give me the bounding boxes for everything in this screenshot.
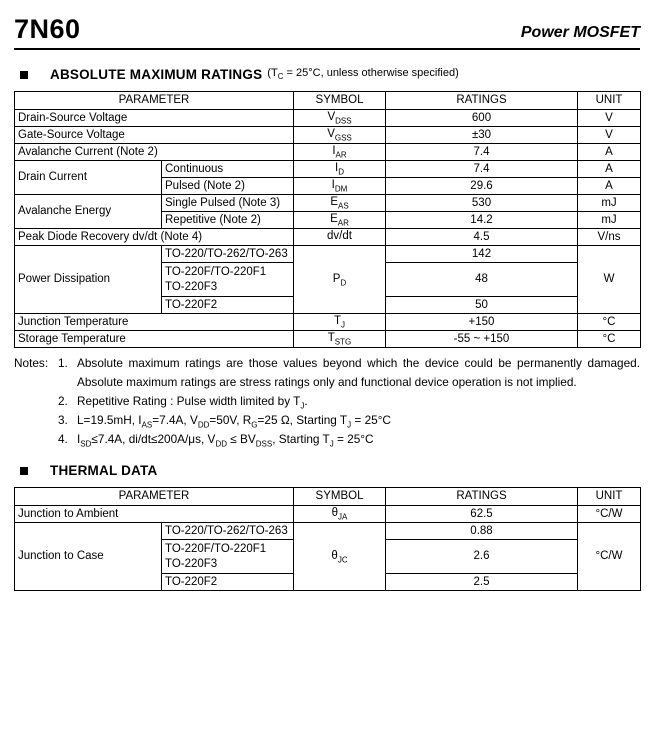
page-header <box>14 16 640 50</box>
symbol-cell: $V_{GSS}$ <box>294 127 386 144</box>
param-cell: Junction to Case <box>15 523 162 591</box>
condition-cell: TO-220F2 <box>162 574 294 591</box>
square-bullet-icon <box>20 71 28 79</box>
rating-cell: 530 <box>386 195 578 212</box>
rating-cell: 2.5 <box>386 574 578 591</box>
note-1-continued: Absolute maximum ratings are stress ratings only and functional device operation is not implied. <box>77 375 577 389</box>
rating-cell: 62.5 <box>386 506 578 523</box>
symbol-cell: $E_{AR}$ <box>294 212 386 229</box>
part-number: 7N60 <box>14 14 81 44</box>
symbol-cell: $\theta_{JA}$ <box>294 506 386 523</box>
unit-cell: °C/W <box>578 506 641 523</box>
symbol-cell: $V_{DSS}$ <box>294 110 386 127</box>
table-header-row <box>15 488 641 506</box>
condition-cell: TO-220F2 <box>162 297 294 314</box>
rating-cell: 600 <box>386 110 578 127</box>
note-3: 3. L=19.5mH, $I_{AS}=7.4A$, $V_{DD}=50V$, $R_G=25$ Ω, Starting $T_J = 25^\circ C$ <box>58 413 391 430</box>
param-cell: Storage Temperature <box>15 331 294 348</box>
condition-cell: Continuous <box>162 161 294 178</box>
param-cell: Avalanche Energy <box>15 195 162 229</box>
table-row <box>15 523 641 540</box>
table-row <box>15 331 641 348</box>
note-2: 2. Repetitive Rating : Pulse width limited by $T_J$. <box>58 394 308 411</box>
condition-cell: TO-220F/TO-220F1 TO-220F3 <box>162 263 294 297</box>
notes-label: Notes: <box>14 356 49 370</box>
symbol-cell: $I_D$ <box>294 161 386 178</box>
note-4: 4. $I_{SD}\le 7.4A$, di/dt≤200A/μs, $V_{DD} \le BV_{DSS}$, Starting $T_J = 25^\circ C$ <box>58 432 374 449</box>
symbol-cell: $P_D$ <box>294 246 386 314</box>
rating-cell: 50 <box>386 297 578 314</box>
table-row <box>15 229 641 246</box>
table-row <box>15 314 641 331</box>
table-header-row <box>15 92 641 110</box>
unit-cell: A <box>578 178 641 195</box>
unit-cell: W <box>578 246 641 314</box>
rating-cell: 4.5 <box>386 229 578 246</box>
thermal-title: THERMAL DATA <box>50 463 158 478</box>
rating-cell: 29.6 <box>386 178 578 195</box>
col-header-ratings: RATINGS <box>386 92 578 110</box>
col-header-parameter: PARAMETER <box>15 92 294 110</box>
table-row <box>15 506 641 523</box>
condition-cell: TO-220F/TO-220F1 TO-220F3 <box>162 540 294 574</box>
square-bullet-icon <box>20 467 28 475</box>
unit-cell: °C <box>578 314 641 331</box>
doc-type-label: Power MOSFET <box>520 24 640 41</box>
symbol-cell: $T_J$ <box>294 314 386 331</box>
rating-cell: 7.4 <box>386 161 578 178</box>
unit-cell: mJ <box>578 195 641 212</box>
condition-cell: Repetitive (Note 2) <box>162 212 294 229</box>
col-header-symbol: SYMBOL <box>294 92 386 110</box>
unit-cell: A <box>578 161 641 178</box>
rating-cell: 0.88 <box>386 523 578 540</box>
param-cell: Power Dissipation <box>15 246 162 314</box>
param-cell: Drain-Source Voltage <box>15 110 294 127</box>
table-row <box>15 161 641 178</box>
symbol-cell: $I_{DM}$ <box>294 178 386 195</box>
rating-cell: 2.6 <box>386 540 578 574</box>
symbol-cell: $T_{STG}$ <box>294 331 386 348</box>
col-header-unit: UNIT <box>578 92 641 110</box>
col-header-parameter: PARAMETER <box>15 488 294 506</box>
unit-cell: V/ns <box>578 229 641 246</box>
condition-cell: Single Pulsed (Note 3) <box>162 195 294 212</box>
abs-max-title: ABSOLUTE MAXIMUM RATINGS <box>50 67 263 82</box>
table-row <box>15 246 641 263</box>
rating-cell: 48 <box>386 263 578 297</box>
abs-max-condition: ($T_C = 25^\circ C$, unless otherwise specified) <box>267 67 459 82</box>
unit-cell: °C <box>578 331 641 348</box>
condition-cell: TO-220/TO-262/TO-263 <box>162 246 294 263</box>
rating-cell: ±30 <box>386 127 578 144</box>
rating-cell: -55 ~ +150 <box>386 331 578 348</box>
param-cell: Junction to Ambient <box>15 506 294 523</box>
condition-cell: TO-220/TO-262/TO-263 <box>162 523 294 540</box>
rating-cell: 7.4 <box>386 144 578 161</box>
thermal-section-header <box>20 463 640 478</box>
rating-cell: +150 <box>386 314 578 331</box>
rating-cell: 142 <box>386 246 578 263</box>
condition-cell: Pulsed (Note 2) <box>162 178 294 195</box>
rating-cell: 14.2 <box>386 212 578 229</box>
unit-cell: mJ <box>578 212 641 229</box>
param-cell: Gate-Source Voltage <box>15 127 294 144</box>
table-row <box>15 195 641 212</box>
abs-max-table <box>14 91 641 348</box>
param-cell: Drain Current <box>15 161 162 195</box>
col-header-ratings: RATINGS <box>386 488 578 506</box>
param-cell: Peak Diode Recovery dv/dt (Note 4) <box>15 229 294 246</box>
col-header-unit: UNIT <box>578 488 641 506</box>
abs-max-section-header <box>20 67 640 82</box>
table-row <box>15 110 641 127</box>
symbol-cell: $E_{AS}$ <box>294 195 386 212</box>
note-1: Notes: 1. Absolute maximum ratings are those values beyond which the device could be permanently damaged. <box>14 354 640 373</box>
thermal-table <box>14 487 641 591</box>
notes-block <box>14 354 640 449</box>
unit-cell: V <box>578 127 641 144</box>
table-row <box>15 127 641 144</box>
symbol-cell: $I_{AR}$ <box>294 144 386 161</box>
symbol-cell: dv/dt <box>294 229 386 246</box>
unit-cell: A <box>578 144 641 161</box>
table-row <box>15 144 641 161</box>
param-cell: Avalanche Current (Note 2) <box>15 144 294 161</box>
col-header-symbol: SYMBOL <box>294 488 386 506</box>
unit-cell: V <box>578 110 641 127</box>
param-cell: Junction Temperature <box>15 314 294 331</box>
symbol-cell: $\theta_{JC}$ <box>294 523 386 591</box>
unit-cell: °C/W <box>578 523 641 591</box>
